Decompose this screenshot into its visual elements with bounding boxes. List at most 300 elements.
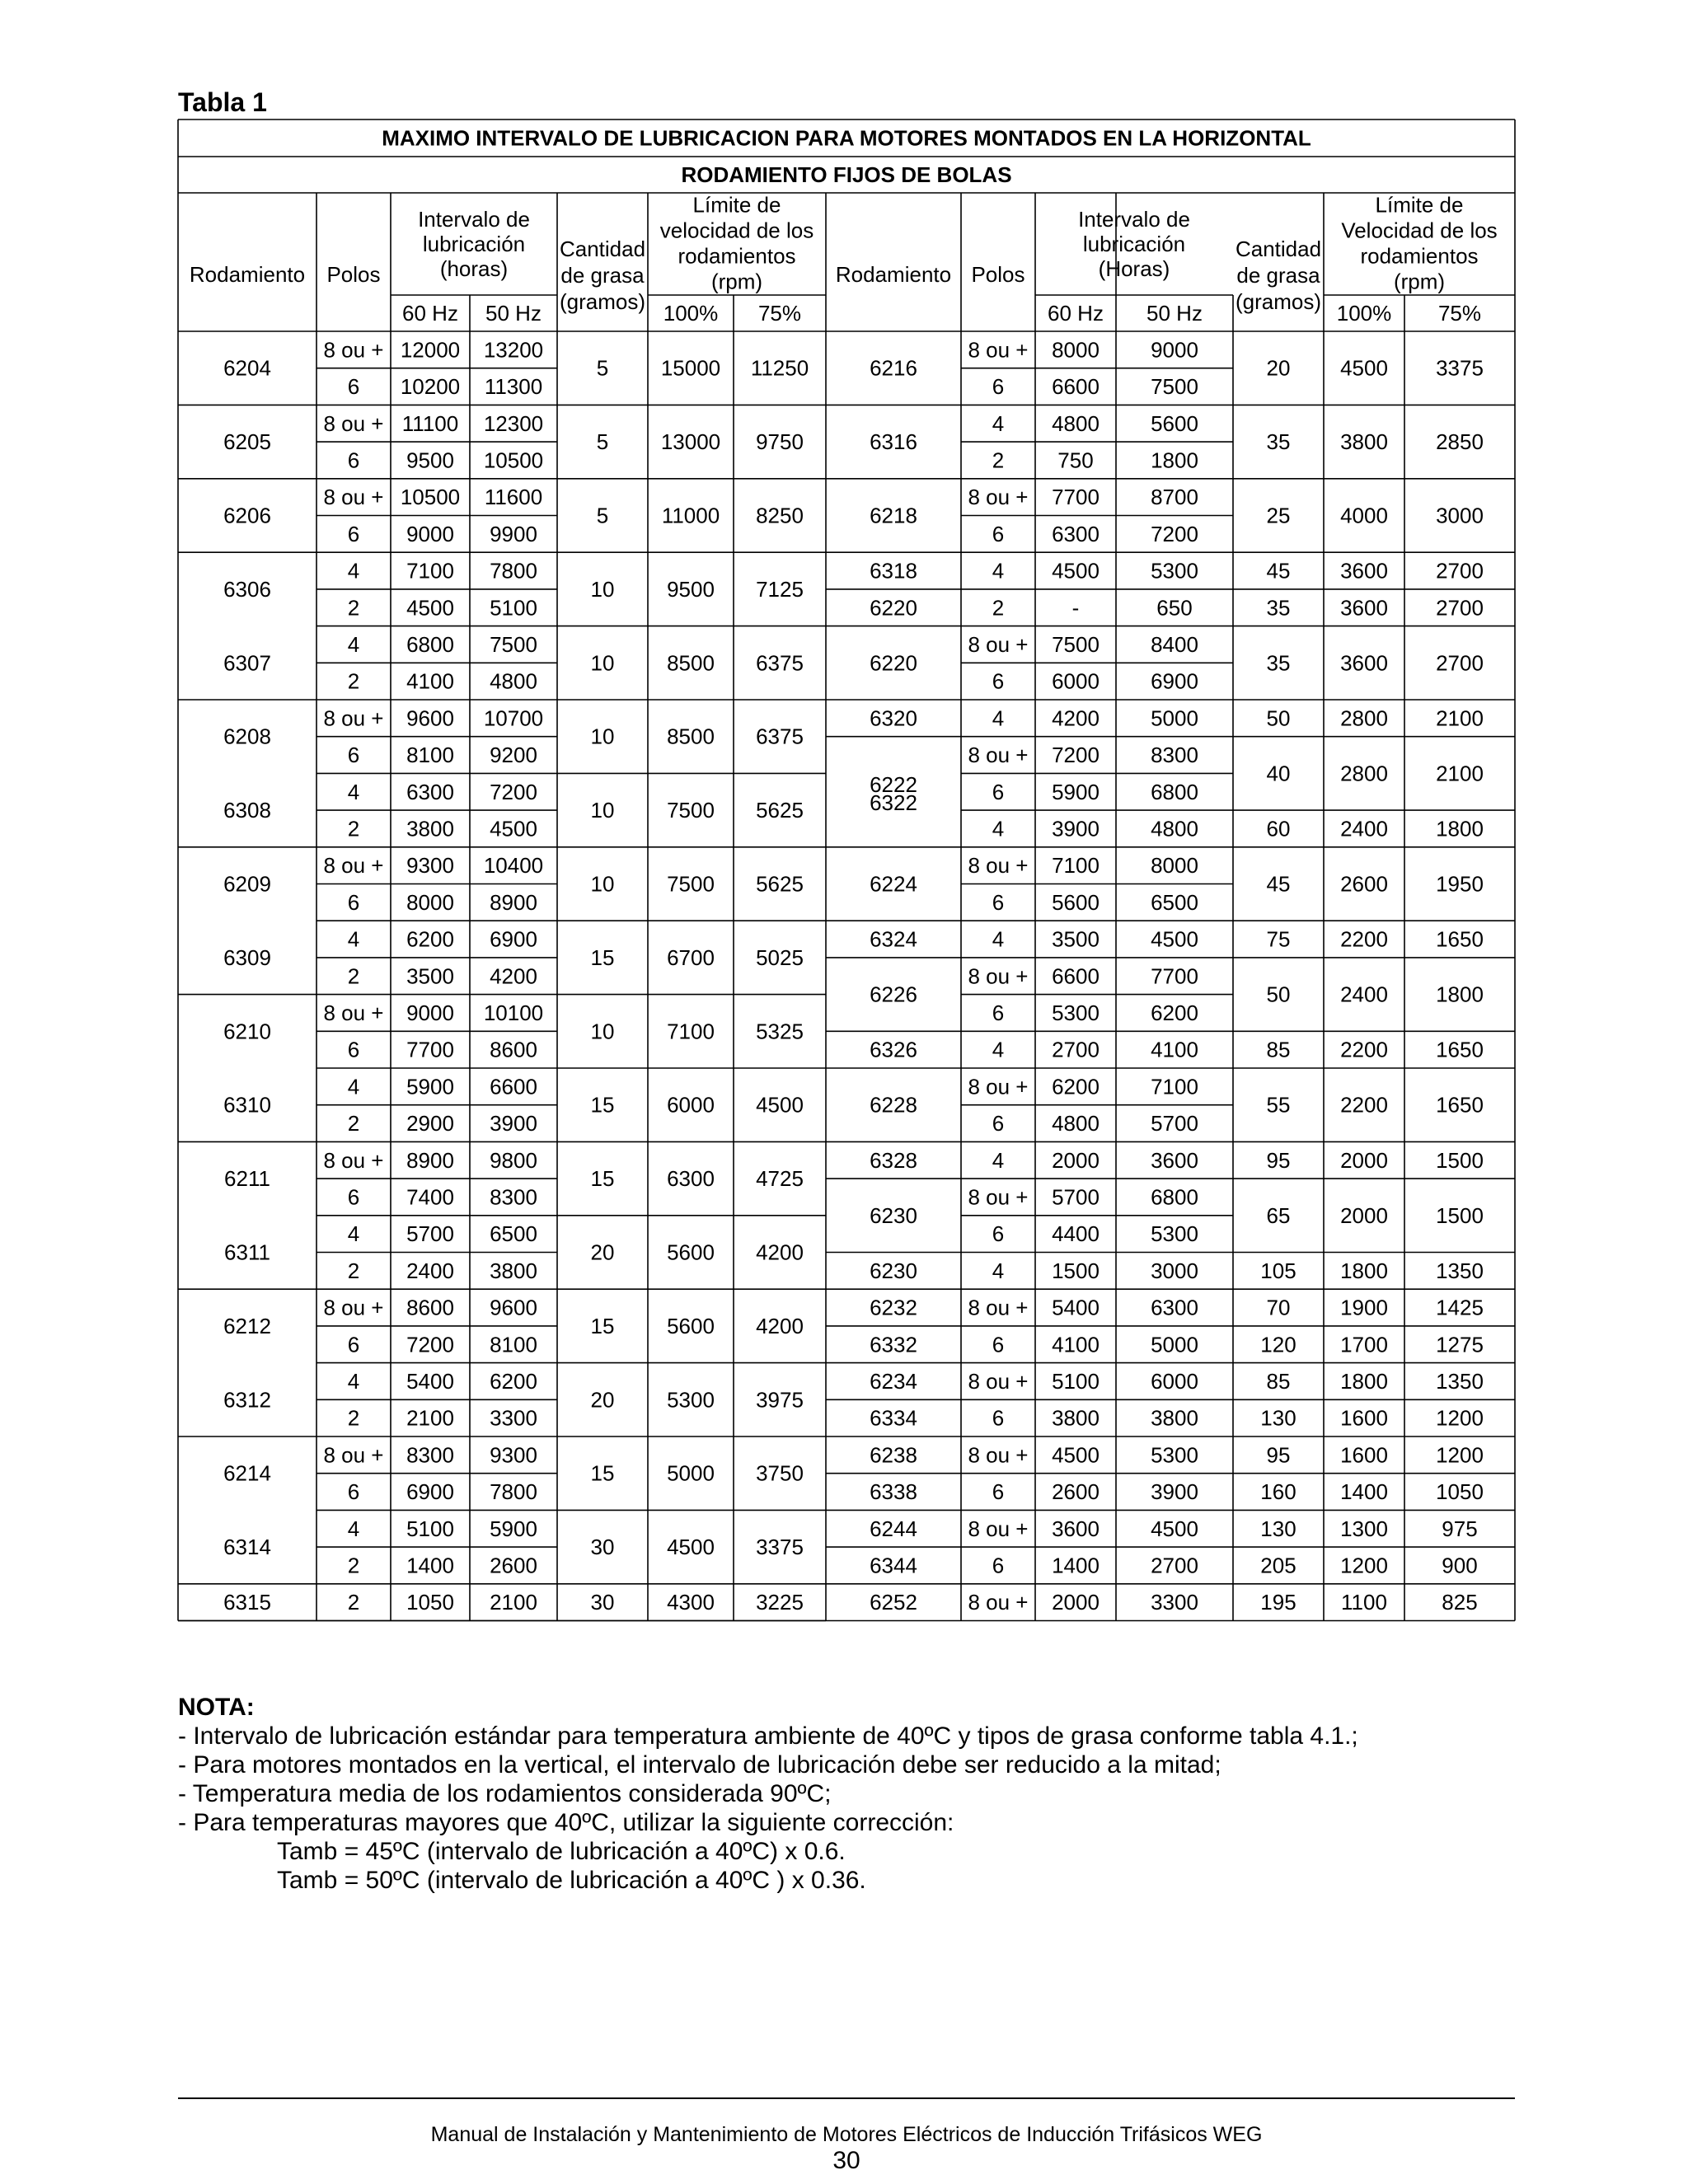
cell-60hz: 3800 <box>406 816 454 841</box>
cell-limite-100: 3600 <box>1340 595 1388 621</box>
table-subtitle: RODAMIENTO FIJOS DE BOLAS <box>681 162 1012 187</box>
cell-polos: 6 <box>347 1184 360 1210</box>
cell-polos: 4 <box>347 631 360 657</box>
cell-limite-75: 1650 <box>1436 926 1484 952</box>
cell-60hz: 8100 <box>406 743 454 768</box>
cell-polos: 8 ou + <box>968 743 1029 768</box>
cell-polos: 6 <box>992 668 1005 694</box>
footer-text: Manual de Instalación y Mantenimiento de Motores Eléctricos de Inducción Trifásicos WEG <box>430 2123 1263 2146</box>
cell-60hz: 4100 <box>1052 1332 1100 1357</box>
cell-50hz: 3900 <box>1151 1479 1198 1505</box>
cell-50hz: 10400 <box>483 853 544 879</box>
header-cantidad: Cantidad <box>1235 237 1322 261</box>
cell-polos: 6 <box>347 743 360 768</box>
cell-polos: 4 <box>992 558 1005 583</box>
cell-60hz: - <box>1071 595 1080 621</box>
cell-50hz: 6500 <box>490 1221 537 1247</box>
cell-limite-100: 13000 <box>660 429 721 455</box>
cell-polos: 4 <box>992 1037 1005 1062</box>
cell-rodamiento: 6230 <box>870 1202 917 1228</box>
cell-limite-100: 2400 <box>1340 816 1388 841</box>
cell-grasa: 15 <box>590 1313 615 1338</box>
cell-60hz: 5700 <box>406 1221 454 1247</box>
cell-50hz: 3300 <box>1151 1590 1198 1615</box>
cell-limite-75: 2700 <box>1436 595 1484 621</box>
cell-polos: 4 <box>992 926 1005 952</box>
cell-60hz: 5600 <box>1052 889 1100 915</box>
cell-50hz: 4200 <box>490 963 537 989</box>
header-intervalo: (horas) <box>439 256 509 281</box>
cell-50hz: 9600 <box>490 1295 537 1320</box>
cell-grasa: 105 <box>1260 1258 1296 1283</box>
cell-limite-100: 5300 <box>667 1387 715 1413</box>
notes-title: NOTA: <box>178 1694 255 1721</box>
cell-60hz: 6200 <box>1052 1074 1100 1099</box>
header-intervalo: Intervalo de <box>1078 207 1190 232</box>
cell-50hz: 7800 <box>490 1479 537 1505</box>
cell-60hz: 7200 <box>1052 743 1100 768</box>
cell-limite-75: 5625 <box>756 871 804 897</box>
cell-limite-75: 2700 <box>1436 558 1484 583</box>
cell-60hz: 750 <box>1057 448 1094 473</box>
cell-limite-100: 3600 <box>1340 558 1388 583</box>
cell-rodamiento: 6204 <box>223 355 271 381</box>
cell-60hz: 3800 <box>1052 1405 1100 1431</box>
cell-limite-75: 6375 <box>756 650 804 676</box>
cell-50hz: 2600 <box>490 1553 537 1578</box>
cell-50hz: 6200 <box>1151 1000 1198 1025</box>
cell-limite-100: 11000 <box>661 503 720 528</box>
cell-limite-75: 1800 <box>1436 982 1484 1007</box>
cell-limite-75: 1200 <box>1436 1405 1484 1431</box>
cell-60hz: 7100 <box>1052 853 1100 879</box>
cell-limite-100: 1700 <box>1340 1332 1388 1357</box>
cell-50hz: 8300 <box>1151 743 1198 768</box>
cell-polos: 8 ou + <box>323 337 384 363</box>
cell-polos: 8 ou + <box>323 853 384 879</box>
cell-60hz: 9600 <box>406 705 454 731</box>
cell-limite-75: 4725 <box>756 1166 804 1192</box>
cell-50hz: 3900 <box>490 1111 537 1137</box>
cell-grasa: 20 <box>590 1240 615 1265</box>
cell-polos: 4 <box>347 558 360 583</box>
note-line-4: - Para temperaturas mayores que 40ºC, utilizar la siguiente corrección: <box>178 1809 954 1836</box>
header-subcolumn: 75% <box>1437 301 1482 326</box>
cell-polos: 6 <box>347 1332 360 1357</box>
cell-50hz: 8700 <box>1151 485 1198 510</box>
cell-rodamiento: 6208 <box>223 724 271 749</box>
cell-60hz: 5400 <box>1052 1295 1100 1320</box>
cell-60hz: 7400 <box>406 1184 454 1210</box>
cell-50hz: 10500 <box>483 448 544 473</box>
cell-grasa: 160 <box>1260 1479 1296 1505</box>
cell-50hz: 5100 <box>490 595 537 621</box>
cell-polos: 8 ou + <box>968 631 1029 657</box>
cell-rodamiento: 6338 <box>870 1479 917 1505</box>
cell-limite-75: 1950 <box>1436 871 1484 897</box>
cell-grasa: 10 <box>590 576 615 602</box>
cell-grasa: 70 <box>1266 1295 1291 1320</box>
cell-50hz: 5700 <box>1151 1111 1198 1137</box>
cell-limite-100: 5600 <box>667 1313 715 1338</box>
cell-rodamiento: 6314 <box>223 1535 271 1560</box>
cell-limite-75: 11250 <box>750 355 809 381</box>
cell-rodamiento: 6218 <box>870 503 917 528</box>
cell-polos: 2 <box>992 595 1005 621</box>
cell-60hz: 3500 <box>1052 926 1100 952</box>
cell-50hz: 6000 <box>1151 1368 1198 1394</box>
cell-grasa: 15 <box>590 944 615 970</box>
cell-rodamiento: 6232 <box>870 1295 917 1320</box>
header-rodamiento: Rodamiento <box>189 262 306 287</box>
cell-grasa: 195 <box>1260 1590 1296 1615</box>
cell-polos: 6 <box>992 1332 1005 1357</box>
cell-50hz: 3800 <box>490 1258 537 1283</box>
cell-polos: 2 <box>347 1405 360 1431</box>
cell-limite-100: 1800 <box>1340 1258 1388 1283</box>
cell-limite-100: 4300 <box>667 1590 715 1615</box>
cell-60hz: 2400 <box>406 1258 454 1283</box>
header-subcolumn: 50 Hz <box>485 301 542 326</box>
cell-50hz: 3800 <box>1151 1405 1198 1431</box>
cell-50hz: 8000 <box>1151 853 1198 879</box>
cell-50hz: 5000 <box>1151 1332 1198 1357</box>
cell-50hz: 5300 <box>1151 558 1198 583</box>
cell-limite-100: 2600 <box>1340 871 1388 897</box>
cell-60hz: 6000 <box>1052 668 1100 694</box>
cell-50hz: 3600 <box>1151 1147 1198 1173</box>
cell-50hz: 9900 <box>490 521 537 546</box>
cell-50hz: 10700 <box>483 705 544 731</box>
cell-limite-75: 3375 <box>1436 355 1484 381</box>
cell-limite-100: 6300 <box>667 1166 715 1192</box>
cell-60hz: 2700 <box>1052 1037 1100 1062</box>
cell-60hz: 6900 <box>406 1479 454 1505</box>
cell-60hz: 9300 <box>406 853 454 879</box>
cell-60hz: 4800 <box>1052 1111 1100 1137</box>
note-line-2: - Para motores montados en la vertical, el intervalo de lubricación debe ser reducido a la mitad; <box>178 1751 1221 1779</box>
cell-polos: 8 ou + <box>968 1516 1029 1541</box>
cell-50hz: 6800 <box>1151 779 1198 804</box>
cell-60hz: 8000 <box>406 889 454 915</box>
cell-grasa: 95 <box>1266 1442 1291 1468</box>
cell-polos: 6 <box>992 1221 1005 1247</box>
cell-limite-100: 7500 <box>667 798 715 823</box>
cell-rodamiento: 6344 <box>870 1553 917 1578</box>
cell-polos: 6 <box>347 448 360 473</box>
cell-50hz: 4800 <box>1151 816 1198 841</box>
cell-50hz: 11600 <box>484 485 543 510</box>
cell-polos: 8 ou + <box>968 337 1029 363</box>
cell-60hz: 8000 <box>1052 337 1100 363</box>
cell-limite-100: 6000 <box>667 1092 715 1118</box>
cell-60hz: 6600 <box>1052 963 1100 989</box>
cell-60hz: 5100 <box>406 1516 454 1541</box>
cell-rodamiento: 6328 <box>870 1147 917 1173</box>
cell-limite-100: 1800 <box>1340 1368 1388 1394</box>
note-correction-2: Tamb = 50ºC (intervalo de lubricación a 40ºC ) x 0.36. <box>277 1867 866 1894</box>
cell-50hz: 9200 <box>490 743 537 768</box>
cell-60hz: 5400 <box>406 1368 454 1394</box>
cell-limite-75: 1350 <box>1436 1368 1484 1394</box>
cell-polos: 4 <box>347 1221 360 1247</box>
cell-limite-100: 2400 <box>1340 982 1388 1007</box>
cell-limite-100: 1600 <box>1340 1405 1388 1431</box>
cell-limite-75: 825 <box>1442 1590 1478 1615</box>
cell-polos: 8 ou + <box>968 1442 1029 1468</box>
cell-grasa: 15 <box>590 1460 615 1486</box>
cell-rodamiento: 6205 <box>223 429 271 455</box>
cell-60hz: 5900 <box>1052 779 1100 804</box>
cell-60hz: 2000 <box>1052 1590 1100 1615</box>
header-polos: Polos <box>326 262 381 287</box>
cell-50hz: 12300 <box>483 410 544 436</box>
cell-grasa: 205 <box>1260 1553 1296 1578</box>
cell-limite-75: 5325 <box>756 1019 804 1044</box>
cell-limite-75: 1500 <box>1436 1202 1484 1228</box>
note-correction-1: Tamb = 45ºC (intervalo de lubricación a 40ºC) x 0.6. <box>277 1838 846 1865</box>
cell-rodamiento: 6214 <box>223 1460 271 1486</box>
cell-rodamiento: 6307 <box>223 650 271 676</box>
cell-60hz: 9000 <box>406 521 454 546</box>
cell-60hz: 6300 <box>1052 521 1100 546</box>
cell-50hz: 6300 <box>1151 1295 1198 1320</box>
cell-60hz: 7700 <box>406 1037 454 1062</box>
cell-limite-75: 5025 <box>756 944 804 970</box>
cell-rodamiento: 6211 <box>224 1166 270 1192</box>
header-limite: Límite de <box>692 192 781 218</box>
cell-rodamiento: 6220 <box>870 595 917 621</box>
cell-60hz: 10500 <box>400 485 461 510</box>
table-title: MAXIMO INTERVALO DE LUBRICACION PARA MOTORES MONTADOS EN LA HORIZONTAL <box>382 125 1311 151</box>
cell-60hz: 6300 <box>406 779 454 804</box>
cell-rodamiento: 6226 <box>870 982 917 1007</box>
cell-rodamiento: 6322 <box>870 790 917 816</box>
cell-limite-75: 900 <box>1442 1553 1478 1578</box>
cell-50hz: 7700 <box>1151 963 1198 989</box>
cell-rodamiento: 6312 <box>223 1387 271 1413</box>
cell-50hz: 9300 <box>490 1442 537 1468</box>
cell-polos: 2 <box>347 595 360 621</box>
cell-grasa: 40 <box>1266 761 1291 786</box>
header-intervalo: Intervalo de <box>418 207 530 232</box>
cell-60hz: 8300 <box>406 1442 454 1468</box>
cell-polos: 2 <box>347 1590 360 1615</box>
cell-rodamiento: 6332 <box>870 1332 917 1357</box>
cell-50hz: 7500 <box>1151 374 1198 400</box>
cell-grasa: 30 <box>590 1590 615 1615</box>
cell-50hz: 13200 <box>483 337 544 363</box>
document-title: Tabla 1 <box>178 87 267 117</box>
cell-50hz: 6800 <box>1151 1184 1198 1210</box>
cell-polos: 8 ou + <box>323 410 384 436</box>
header-subcolumn: 50 Hz <box>1146 301 1203 326</box>
cell-50hz: 650 <box>1156 595 1193 621</box>
cell-50hz: 2100 <box>490 1590 537 1615</box>
cell-rodamiento: 6310 <box>223 1092 271 1118</box>
cell-polos: 6 <box>992 521 1005 546</box>
cell-limite-100: 5600 <box>667 1240 715 1265</box>
cell-60hz: 6600 <box>1052 374 1100 400</box>
cell-rodamiento: 6234 <box>870 1368 917 1394</box>
cell-limite-75: 5625 <box>756 798 804 823</box>
cell-60hz: 12000 <box>400 337 461 363</box>
cell-60hz: 7500 <box>1052 631 1100 657</box>
cell-60hz: 7700 <box>1052 485 1100 510</box>
cell-50hz: 2700 <box>1151 1553 1198 1578</box>
cell-limite-100: 2200 <box>1340 1037 1388 1062</box>
cell-rodamiento: 6324 <box>870 926 917 952</box>
cell-limite-100: 2800 <box>1340 761 1388 786</box>
cell-limite-100: 3800 <box>1340 429 1388 455</box>
cell-grasa: 35 <box>1266 650 1291 676</box>
cell-polos: 4 <box>347 779 360 804</box>
cell-polos: 8 ou + <box>968 1074 1029 1099</box>
cell-50hz: 8100 <box>490 1332 537 1357</box>
cell-limite-75: 1650 <box>1436 1037 1484 1062</box>
cell-limite-100: 1100 <box>1341 1590 1387 1615</box>
header-limite: (rpm) <box>710 269 763 294</box>
cell-polos: 4 <box>347 1368 360 1394</box>
cell-60hz: 7100 <box>406 558 454 583</box>
cell-limite-100: 3600 <box>1340 650 1388 676</box>
cell-polos: 8 ou + <box>323 1147 384 1173</box>
cell-60hz: 1400 <box>406 1553 454 1578</box>
cell-grasa: 85 <box>1266 1368 1291 1394</box>
cell-50hz: 9000 <box>1151 337 1198 363</box>
cell-limite-75: 3975 <box>756 1387 804 1413</box>
cell-60hz: 4500 <box>1052 558 1100 583</box>
cell-rodamiento: 6216 <box>870 355 917 381</box>
cell-60hz: 1050 <box>406 1590 454 1615</box>
cell-limite-100: 2000 <box>1340 1147 1388 1173</box>
cell-60hz: 7200 <box>406 1332 454 1357</box>
cell-50hz: 5600 <box>1151 410 1198 436</box>
cell-limite-100: 6700 <box>667 944 715 970</box>
cell-50hz: 8300 <box>490 1184 537 1210</box>
cell-60hz: 6800 <box>406 631 454 657</box>
note-line-3: - Temperatura media de los rodamientos considerada 90ºC; <box>178 1780 832 1807</box>
cell-limite-100: 7500 <box>667 871 715 897</box>
cell-polos: 8 ou + <box>323 1442 384 1468</box>
cell-rodamiento: 6318 <box>870 558 917 583</box>
cell-50hz: 5900 <box>490 1516 537 1541</box>
cell-grasa: 35 <box>1266 429 1291 455</box>
cell-rodamiento: 6210 <box>223 1019 271 1044</box>
cell-grasa: 130 <box>1260 1405 1296 1431</box>
cell-limite-75: 4200 <box>756 1313 804 1338</box>
cell-rodamiento: 6212 <box>223 1313 271 1338</box>
cell-50hz: 6500 <box>1151 889 1198 915</box>
cell-polos: 6 <box>992 1405 1005 1431</box>
cell-polos: 8 ou + <box>968 1590 1029 1615</box>
header-polos: Polos <box>971 262 1025 287</box>
cell-grasa: 120 <box>1260 1332 1296 1357</box>
cell-limite-100: 2800 <box>1340 705 1388 731</box>
cell-polos: 6 <box>347 521 360 546</box>
cell-polos: 4 <box>992 816 1005 841</box>
cell-grasa: 130 <box>1260 1516 1296 1541</box>
cell-50hz: 6900 <box>490 926 537 952</box>
cell-50hz: 9800 <box>490 1147 537 1173</box>
cell-limite-75: 1275 <box>1436 1332 1484 1357</box>
cell-limite-100: 2200 <box>1340 926 1388 952</box>
cell-rodamiento: 6315 <box>223 1590 271 1615</box>
cell-limite-75: 4200 <box>756 1240 804 1265</box>
cell-60hz: 5700 <box>1052 1184 1100 1210</box>
cell-polos: 8 ou + <box>968 963 1029 989</box>
cell-60hz: 1400 <box>1052 1553 1100 1578</box>
cell-rodamiento: 6306 <box>223 576 271 602</box>
cell-grasa: 10 <box>590 1019 615 1044</box>
cell-60hz: 9000 <box>406 1000 454 1025</box>
cell-50hz: 6600 <box>490 1074 537 1099</box>
header-subcolumn: 100% <box>663 301 719 326</box>
note-line-1: - Intervalo de lubricación estándar para temperatura ambiente de 40ºC y tipos de grasa conforme tabla 4.1.; <box>178 1722 1358 1750</box>
cell-polos: 6 <box>992 1111 1005 1137</box>
cell-limite-75: 4500 <box>756 1092 804 1118</box>
header-intervalo: lubricación <box>1082 232 1186 256</box>
cell-60hz: 6200 <box>406 926 454 952</box>
cell-50hz: 8900 <box>490 889 537 915</box>
cell-limite-100: 1900 <box>1340 1295 1388 1320</box>
cell-50hz: 8400 <box>1151 631 1198 657</box>
cell-grasa: 45 <box>1266 558 1291 583</box>
cell-polos: 4 <box>347 1516 360 1541</box>
header-limite: Velocidad de los <box>1341 218 1498 243</box>
cell-limite-75: 3000 <box>1436 503 1484 528</box>
cell-grasa: 5 <box>596 355 609 381</box>
header-subcolumn: 60 Hz <box>402 301 458 326</box>
cell-50hz: 8600 <box>490 1037 537 1062</box>
cell-polos: 8 ou + <box>968 485 1029 510</box>
cell-grasa: 60 <box>1266 816 1291 841</box>
cell-60hz: 4400 <box>1052 1221 1100 1247</box>
cell-limite-75: 1050 <box>1436 1479 1484 1505</box>
cell-polos: 6 <box>992 1479 1005 1505</box>
cell-limite-100: 5000 <box>667 1460 715 1486</box>
footer-rule <box>178 2097 1515 2099</box>
cell-grasa: 30 <box>590 1535 615 1560</box>
cell-60hz: 1500 <box>1052 1258 1100 1283</box>
cell-grasa: 85 <box>1266 1037 1291 1062</box>
cell-50hz: 4500 <box>490 816 537 841</box>
cell-polos: 4 <box>992 410 1005 436</box>
cell-50hz: 4800 <box>490 668 537 694</box>
cell-polos: 4 <box>992 705 1005 731</box>
cell-rodamiento: 6228 <box>870 1092 917 1118</box>
cell-limite-75: 1200 <box>1436 1442 1484 1468</box>
cell-grasa: 95 <box>1266 1147 1291 1173</box>
cell-limite-75: 1650 <box>1436 1092 1484 1118</box>
cell-polos: 4 <box>992 1147 1005 1173</box>
cell-limite-100: 1600 <box>1340 1442 1388 1468</box>
cell-60hz: 10200 <box>400 374 461 400</box>
header-limite: rodamientos <box>678 243 796 269</box>
cell-50hz: 7500 <box>490 631 537 657</box>
cell-rodamiento: 6311 <box>224 1240 270 1265</box>
cell-rodamiento: 6224 <box>870 871 917 897</box>
cell-50hz: 5000 <box>1151 705 1198 731</box>
cell-limite-75: 3750 <box>756 1460 804 1486</box>
cell-grasa: 55 <box>1266 1092 1291 1118</box>
cell-limite-100: 1300 <box>1340 1516 1388 1541</box>
cell-limite-100: 2200 <box>1340 1092 1388 1118</box>
header-limite: (rpm) <box>1393 269 1446 294</box>
cell-polos: 6 <box>992 374 1005 400</box>
cell-limite-75: 1800 <box>1436 816 1484 841</box>
cell-50hz: 5300 <box>1151 1221 1198 1247</box>
